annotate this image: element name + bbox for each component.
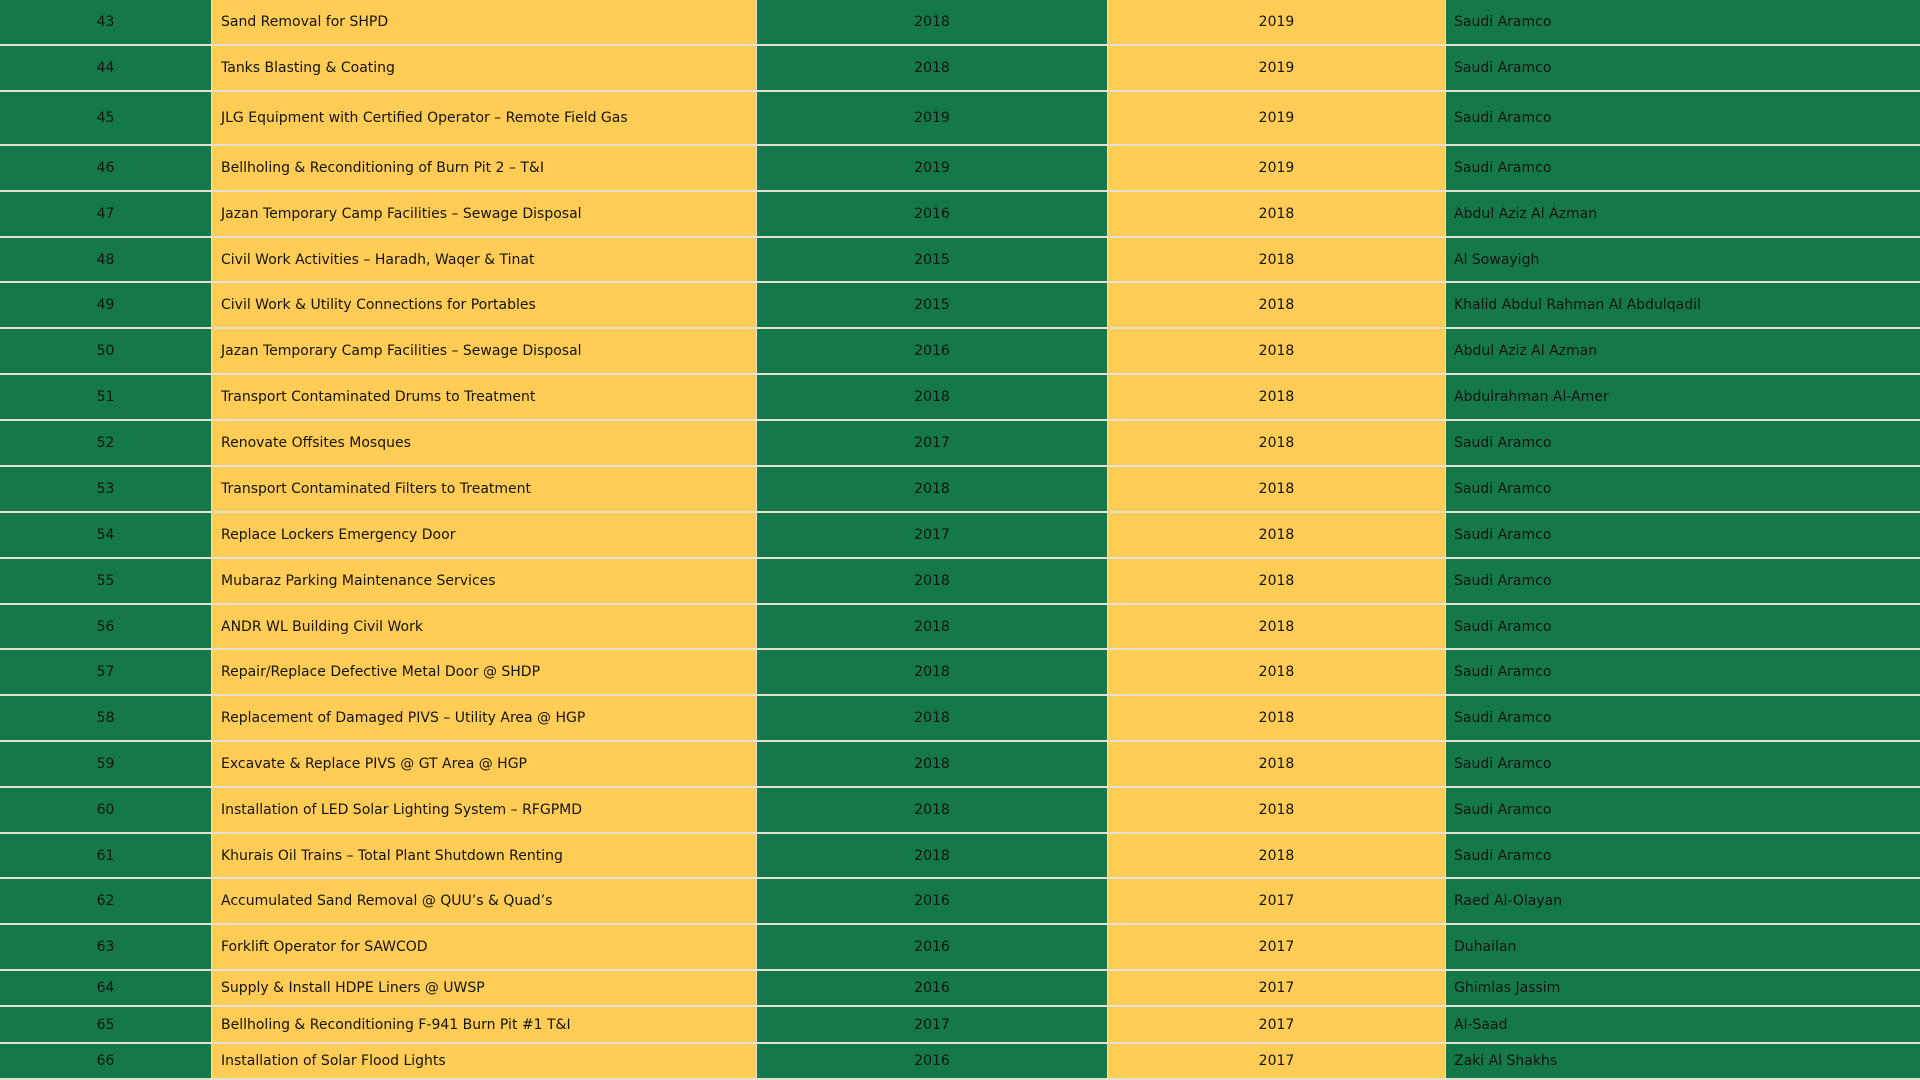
table-row [0, 421, 1920, 467]
cell-end-year: 2019 [1108, 0, 1446, 44]
table-row [0, 375, 1920, 421]
cell-end-year: 2017 [1108, 1007, 1446, 1042]
table-row [0, 879, 1920, 925]
table-row [0, 467, 1920, 513]
cell-client: Khalid Abdul Rahman Al Abdulqadil [1446, 283, 1920, 327]
cell-start-year: 2018 [757, 467, 1108, 511]
cell-project-description: Mubaraz Parking Maintenance Services [212, 559, 757, 603]
cell-project-description: Bellholing & Reconditioning of Burn Pit 2 – T&I [212, 146, 757, 190]
cell-client: Duhailan [1446, 925, 1920, 969]
cell-end-year: 2018 [1108, 559, 1446, 603]
cell-start-year: 2017 [757, 1007, 1108, 1042]
cell-project-description: Renovate Offsites Mosques [212, 421, 757, 465]
cell-end-year: 2018 [1108, 605, 1446, 648]
cell-project-no: 51 [0, 375, 212, 419]
cell-project-description: Civil Work Activities – Haradh, Waqer & Tinat [212, 238, 757, 281]
cell-project-no: 62 [0, 879, 212, 923]
cell-project-no: 65 [0, 1007, 212, 1042]
cell-end-year: 2018 [1108, 467, 1446, 511]
cell-client: Saudi Aramco [1446, 742, 1920, 786]
cell-project-no: 49 [0, 283, 212, 327]
cell-project-no: 53 [0, 467, 212, 511]
cell-client: Zaki Al Shakhs [1446, 1044, 1920, 1078]
cell-end-year: 2018 [1108, 696, 1446, 740]
cell-project-description: Jazan Temporary Camp Facilities – Sewage Disposal [212, 192, 757, 236]
cell-end-year: 2018 [1108, 375, 1446, 419]
cell-client: Al Sowayigh [1446, 238, 1920, 281]
cell-project-description: Excavate & Replace PIVS @ GT Area @ HGP [212, 742, 757, 786]
cell-start-year: 2016 [757, 1044, 1108, 1078]
cell-client: Saudi Aramco [1446, 513, 1920, 557]
cell-client: Saudi Aramco [1446, 696, 1920, 740]
cell-project-description: Transport Contaminated Drums to Treatment [212, 375, 757, 419]
table-row [0, 1044, 1920, 1080]
cell-end-year: 2018 [1108, 742, 1446, 786]
cell-project-no: 52 [0, 421, 212, 465]
cell-project-no: 44 [0, 46, 212, 90]
cell-end-year: 2018 [1108, 238, 1446, 281]
cell-end-year: 2018 [1108, 192, 1446, 236]
cell-project-description: Replace Lockers Emergency Door [212, 513, 757, 557]
cell-project-no: 60 [0, 788, 212, 832]
cell-start-year: 2018 [757, 605, 1108, 648]
cell-project-no: 46 [0, 146, 212, 190]
cell-end-year: 2017 [1108, 1044, 1446, 1078]
cell-start-year: 2015 [757, 238, 1108, 281]
table-row [0, 742, 1920, 788]
table-row [0, 192, 1920, 238]
cell-start-year: 2019 [757, 92, 1108, 144]
cell-project-description: Jazan Temporary Camp Facilities – Sewage Disposal [212, 329, 757, 373]
cell-start-year: 2017 [757, 513, 1108, 557]
cell-project-no: 45 [0, 92, 212, 144]
cell-end-year: 2018 [1108, 513, 1446, 557]
cell-project-description: Accumulated Sand Removal @ QUU’s & Quad’s [212, 879, 757, 923]
cell-start-year: 2018 [757, 788, 1108, 832]
cell-project-no: 66 [0, 1044, 212, 1078]
table-row [0, 146, 1920, 192]
cell-start-year: 2018 [757, 650, 1108, 694]
cell-end-year: 2017 [1108, 971, 1446, 1005]
cell-start-year: 2018 [757, 696, 1108, 740]
table-row [0, 971, 1920, 1007]
cell-start-year: 2018 [757, 742, 1108, 786]
cell-project-no: 64 [0, 971, 212, 1005]
table-row [0, 0, 1920, 46]
cell-project-description: Civil Work & Utility Connections for Portables [212, 283, 757, 327]
table-row [0, 283, 1920, 329]
cell-start-year: 2017 [757, 421, 1108, 465]
cell-project-description: Forklift Operator for SAWCOD [212, 925, 757, 969]
cell-start-year: 2018 [757, 46, 1108, 90]
cell-end-year: 2019 [1108, 46, 1446, 90]
cell-start-year: 2016 [757, 971, 1108, 1005]
table-row [0, 834, 1920, 879]
table-row [0, 696, 1920, 742]
cell-client: Raed Al-Olayan [1446, 879, 1920, 923]
cell-project-description: Sand Removal for SHPD [212, 0, 757, 44]
cell-project-description: Supply & Install HDPE Liners @ UWSP [212, 971, 757, 1005]
table-row [0, 92, 1920, 146]
table-row [0, 513, 1920, 559]
table-row [0, 925, 1920, 971]
cell-end-year: 2018 [1108, 329, 1446, 373]
cell-project-description: Bellholing & Reconditioning F-941 Burn Pit #1 T&I [212, 1007, 757, 1042]
table-row [0, 559, 1920, 605]
cell-client: Saudi Aramco [1446, 650, 1920, 694]
cell-start-year: 2016 [757, 329, 1108, 373]
table-row [0, 605, 1920, 650]
cell-end-year: 2018 [1108, 283, 1446, 327]
cell-start-year: 2018 [757, 834, 1108, 877]
cell-project-description: Tanks Blasting & Coating [212, 46, 757, 90]
cell-start-year: 2016 [757, 879, 1108, 923]
cell-client: Al-Saad [1446, 1007, 1920, 1042]
cell-project-no: 63 [0, 925, 212, 969]
cell-client: Saudi Aramco [1446, 559, 1920, 603]
cell-end-year: 2018 [1108, 788, 1446, 832]
cell-client: Saudi Aramco [1446, 421, 1920, 465]
table-row [0, 46, 1920, 92]
table-row [0, 238, 1920, 283]
cell-client: Saudi Aramco [1446, 834, 1920, 877]
cell-project-description: ANDR WL Building Civil Work [212, 605, 757, 648]
cell-end-year: 2018 [1108, 650, 1446, 694]
cell-end-year: 2018 [1108, 421, 1446, 465]
cell-project-no: 58 [0, 696, 212, 740]
cell-start-year: 2016 [757, 925, 1108, 969]
cell-end-year: 2018 [1108, 834, 1446, 877]
cell-client: Saudi Aramco [1446, 0, 1920, 44]
cell-client: Ghimlas Jassim [1446, 971, 1920, 1005]
cell-project-description: JLG Equipment with Certified Operator – Remote Field Gas [212, 92, 757, 144]
cell-end-year: 2017 [1108, 879, 1446, 923]
cell-project-description: Repair/Replace Defective Metal Door @ SHDP [212, 650, 757, 694]
cell-start-year: 2016 [757, 192, 1108, 236]
cell-end-year: 2019 [1108, 92, 1446, 144]
table-row [0, 329, 1920, 375]
table-row [0, 650, 1920, 696]
cell-project-no: 48 [0, 238, 212, 281]
cell-client: Abdul Aziz Al Azman [1446, 192, 1920, 236]
table-row [0, 1007, 1920, 1044]
cell-client: Saudi Aramco [1446, 605, 1920, 648]
cell-project-no: 50 [0, 329, 212, 373]
cell-client: Saudi Aramco [1446, 46, 1920, 90]
cell-project-no: 55 [0, 559, 212, 603]
cell-project-no: 57 [0, 650, 212, 694]
cell-client: Abdulrahman Al-Amer [1446, 375, 1920, 419]
cell-start-year: 2018 [757, 375, 1108, 419]
cell-client: Saudi Aramco [1446, 146, 1920, 190]
cell-project-no: 59 [0, 742, 212, 786]
cell-project-no: 43 [0, 0, 212, 44]
cell-project-no: 61 [0, 834, 212, 877]
cell-start-year: 2018 [757, 0, 1108, 44]
cell-project-no: 56 [0, 605, 212, 648]
cell-end-year: 2019 [1108, 146, 1446, 190]
cell-project-description: Installation of Solar Flood Lights [212, 1044, 757, 1078]
cell-client: Saudi Aramco [1446, 467, 1920, 511]
cell-end-year: 2017 [1108, 925, 1446, 969]
cell-client: Abdul Aziz Al Azman [1446, 329, 1920, 373]
cell-project-description: Transport Contaminated Filters to Treatment [212, 467, 757, 511]
cell-start-year: 2018 [757, 559, 1108, 603]
cell-start-year: 2019 [757, 146, 1108, 190]
cell-project-no: 54 [0, 513, 212, 557]
cell-project-description: Khurais Oil Trains – Total Plant Shutdown Renting [212, 834, 757, 877]
cell-project-description: Replacement of Damaged PIVS – Utility Area @ HGP [212, 696, 757, 740]
cell-project-no: 47 [0, 192, 212, 236]
cell-client: Saudi Aramco [1446, 788, 1920, 832]
cell-start-year: 2015 [757, 283, 1108, 327]
table-row [0, 788, 1920, 834]
cell-project-description: Installation of LED Solar Lighting System – RFGPMD [212, 788, 757, 832]
cell-client: Saudi Aramco [1446, 92, 1920, 144]
